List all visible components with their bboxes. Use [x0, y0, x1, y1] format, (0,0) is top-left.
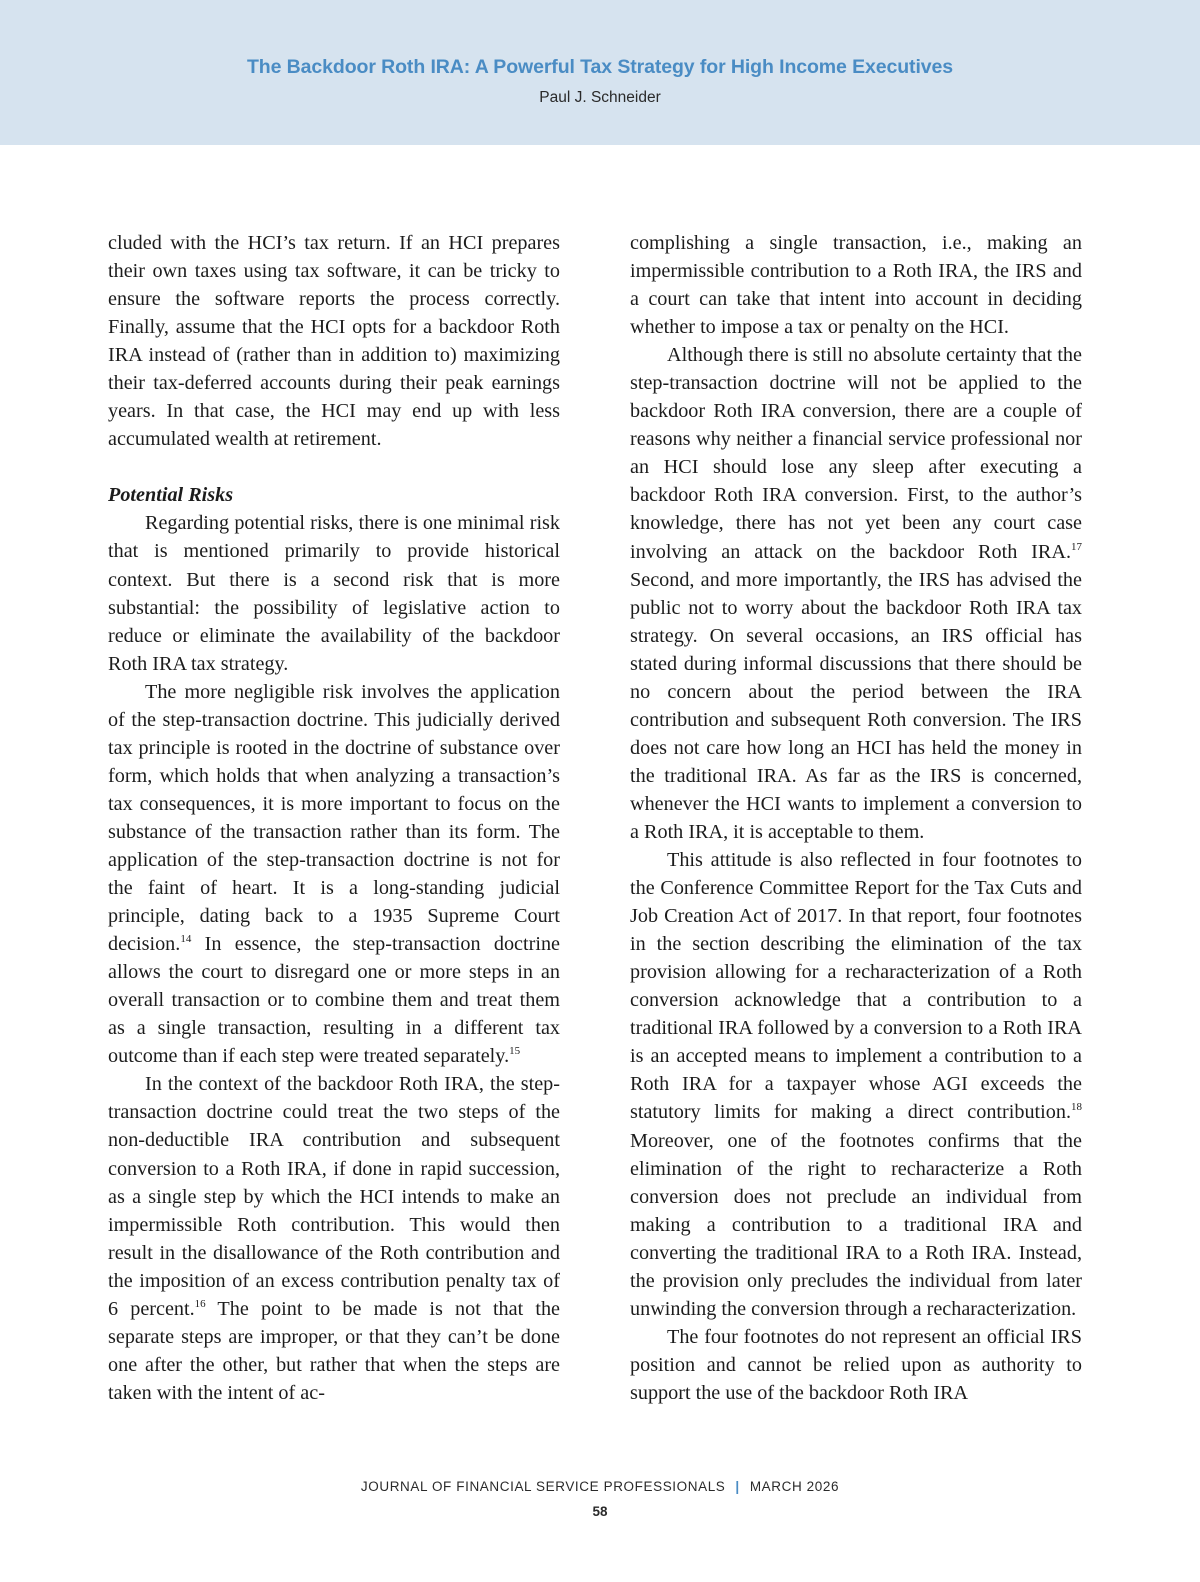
paragraph-text: Although there is still no absolute certainty that the step-transaction doctrine will not be applied to the backdoor Roth IRA conversion, there are a couple of reasons why neither a financial service professional nor an HCI should lose any sleep after executing a backdoor Roth IRA conversion. First, to the author’s knowledge, there has not yet been any court case involving an attack on the backdoor Roth IRA. [630, 344, 1082, 563]
paragraph: cluded with the HCI’s tax return. If an HCI prepares their own taxes using tax software, it can be tricky to ensure the software reports the process correctly. Finally, assume that the HCI opts for a backdoor Roth IRA instead of (rather than in addition to) maximizing their tax-deferred accounts during their peak earnings years. In that case, the HCI may end up with less accumulated wealth at retirement. [108, 232, 560, 451]
page-number: 58 [592, 1504, 608, 1519]
journal-name: JOURNAL OF FINANCIAL SERVICE PROFESSIONALS [360, 1479, 726, 1494]
issue-date: MARCH 2026 [749, 1479, 840, 1494]
footnote-ref-18: 18 [1071, 1101, 1082, 1114]
left-column [108, 229, 560, 1407]
footnote-ref-17: 17 [1071, 540, 1082, 553]
paragraph-text: This attitude is also reflected in four footnotes to the Conference Committee Report for the Tax Cuts and Job Creation Act of 2017. In that report, four footnotes in the section describing the elimination of the tax provision allowing for a recharacterization of a Roth conversion acknowledge that a contribution to a traditional IRA followed by a conversion to a Roth IRA is an accepted means to implement a contribution to a Roth IRA for a taxpayer whose AGI exceeds the statutory limits for making a direct contribution. [630, 849, 1082, 1124]
paragraph-text: In essence, the step-transaction doctrine allows the court to disregard one or more steps in an overall transaction or to combine them and treat them as a single transaction, resulting in a different tax outcome than if each step were treated separately. [108, 933, 560, 1068]
paragraph-text: Moreover, one of the footnotes confirms that the elimination of the right to recharacterize a Roth conversion does not preclude an individual from making a contribution to a traditional IRA and converting the traditional IRA to a Roth IRA. Instead, the provision only precludes the individual from later unwinding the conversion through a recharacterization. [630, 1129, 1082, 1320]
paragraph [630, 341, 1082, 846]
page-footer [0, 1479, 1200, 1494]
paragraph [108, 678, 560, 1071]
footnote-ref-14: 14 [180, 933, 192, 946]
paragraph: Regarding potential risks, there is one minimal risk that is mentioned primarily to provide historical context. But there is a second risk that is more substantial: the possibility of legislative action to reduce or eliminate the availability of the backdoor Roth IRA tax strategy. [108, 512, 560, 675]
article-author: Paul J. Schneider [539, 89, 661, 106]
footer-separator: | [735, 1479, 740, 1494]
paragraph [630, 846, 1082, 1323]
paragraph: The four footnotes do not represent an official IRS position and cannot be relied upon as authority to support the use of the backdoor Roth IRA [630, 1325, 1082, 1404]
right-column [630, 229, 1082, 1407]
paragraph-text: Second, and more importantly, the IRS has advised the public not to worry about the backdoor Roth IRA tax strategy. On several occasions, an IRS official has stated during informal discussions that there should be no concern about the period between the IRA contribution and subsequent Roth conversion. The IRS does not care how long an HCI has held the money in the traditional IRA. As far as the IRS is concerned, whenever the HCI wants to implement a conversion to a Roth IRA, it is acceptable to them. [630, 568, 1082, 843]
paragraph: complishing a single transaction, i.e., making an impermissible contribution to a Roth IRA, the IRS and a court can take that intent into account in deciding whether to impose a tax or penalty on the HCI. [630, 232, 1082, 339]
paragraph-text: In the context of the backdoor Roth IRA, the step-transaction doctrine could treat the two steps of the non-deductible IRA contribution and subsequent conversion to a Roth IRA, if done in rapid succession, as a single step by which the HCI intends to make an impermissible Roth contribution. This would then result in the disallowance of the Roth contribution and the imposition of an excess contribution penalty tax of 6 percent. [108, 1073, 560, 1320]
section-heading: Potential Risks [108, 484, 234, 507]
footnote-ref-16: 16 [194, 1297, 206, 1310]
footnote-ref-15: 15 [509, 1045, 521, 1058]
paragraph-text: The more negligible risk involves the application of the step-transaction doctrine. This judicially derived tax principle is rooted in the doctrine of substance over form, which holds that when analyzing a transaction’s tax consequences, it is more important to focus on the substance of the transaction rather than its form. The application of the step-transaction doctrine is not for the faint of heart. It is a long-standing judicial principle, dating back to a 1935 Supreme Court decision. [108, 680, 560, 956]
page-header [0, 0, 1200, 145]
paragraph-text: The point to be made is not that the separate steps are improper, or that they can’t be done one after the other, but rather that when the steps are taken with the intent of ac- [108, 1297, 560, 1404]
article-title: The Backdoor Roth IRA: A Powerful Tax Strategy for High Income Executives [246, 56, 954, 78]
paragraph [108, 1070, 560, 1407]
